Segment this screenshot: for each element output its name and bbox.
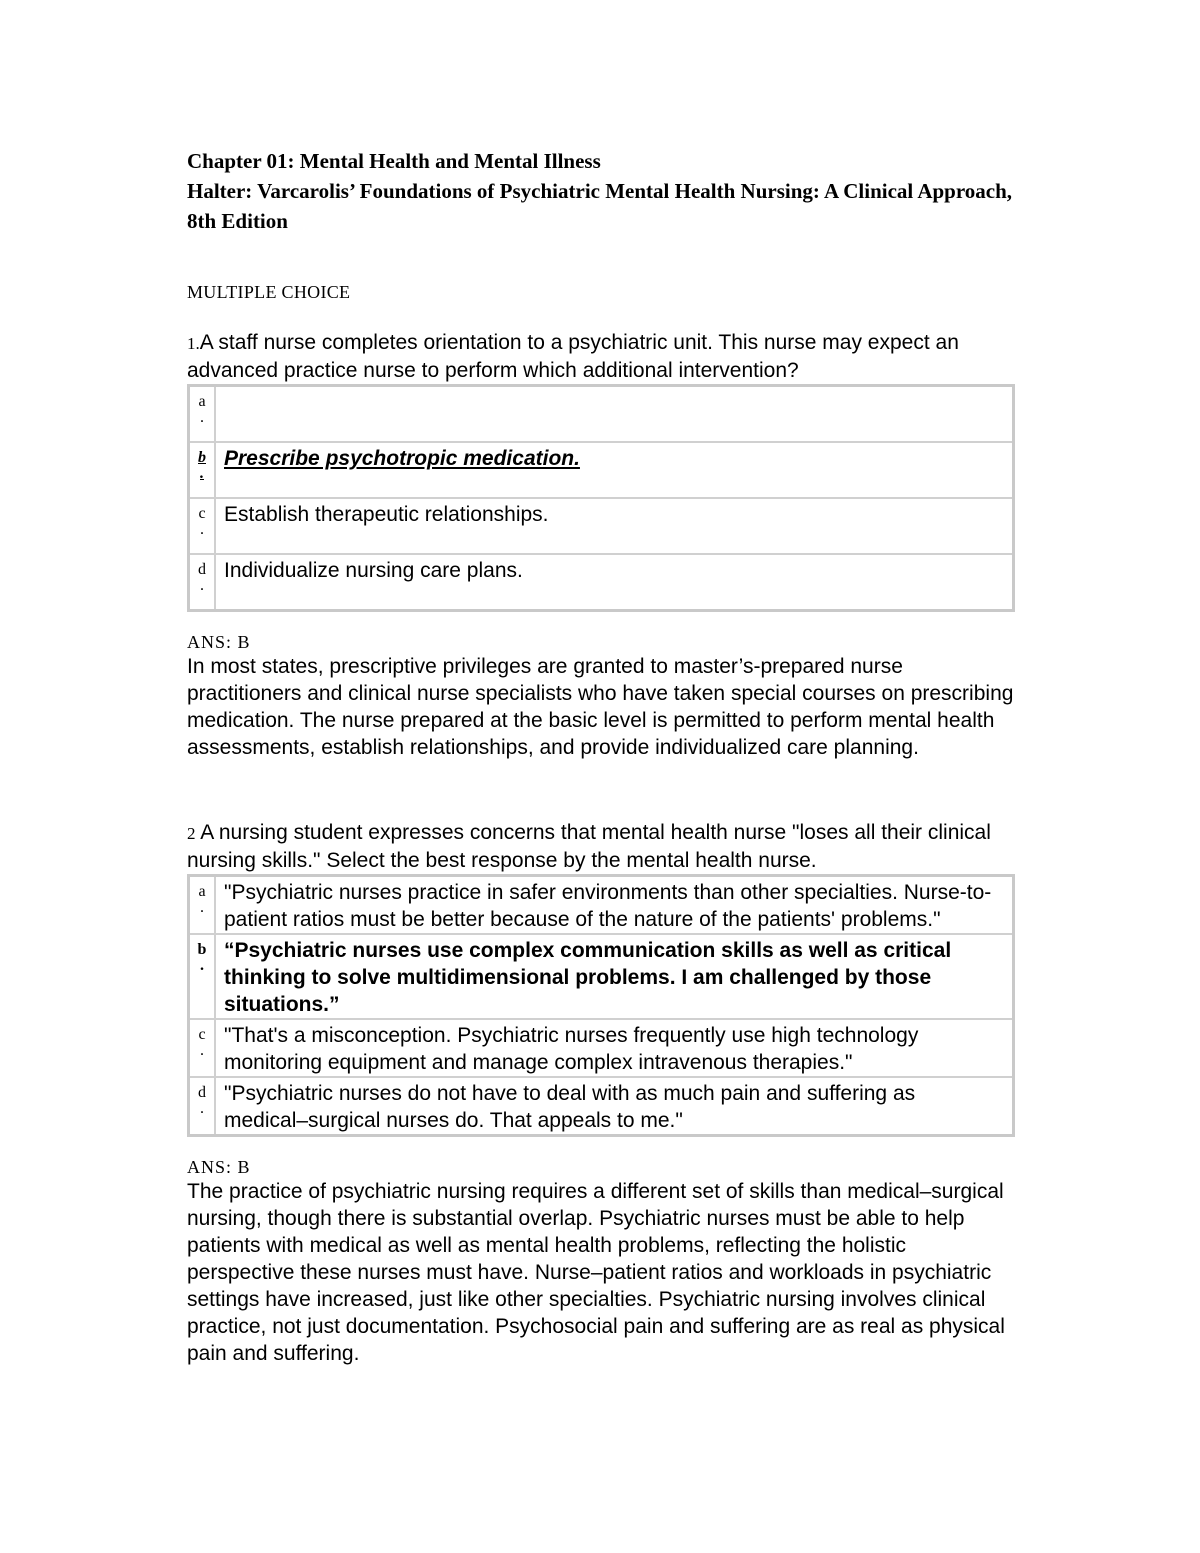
question-number: 1. [187,334,200,353]
answer-label: ANS: B [187,1157,251,1177]
option-letter: a . [189,876,216,935]
option-text: Individualize nursing care plans. [215,554,1014,611]
option-row [189,1019,1014,1077]
option-letter: b . [189,934,216,1019]
option-text: "Psychiatric nurses practice in safer environments than other specialties. Nurse-to-patient ratios must be better because of the nature of the patients' problems." [215,876,1014,935]
option-row [189,498,1014,554]
option-row-correct [189,934,1014,1019]
question-stem: A staff nurse completes orientation to a psychiatric unit. This nurse may expect an advanced practice nurse to perform which additional intervention? [187,331,959,382]
option-text: Establish therapeutic relationships. [215,498,1014,554]
option-text: Prescribe psychotropic medication. [215,442,1014,498]
rationale-text: The practice of psychiatric nursing requires a different set of skills than medical–surgical nursing, though there is substantial overlap. Psychiatric nurses must be able to help patients with medical as well as mental health problems, reflecting the holistic perspective these nurses must have. Nurse–patient ratios and workloads in psychiatric settings have increased, just like other specialties. Psychiatric nursing involves clinical practice, not just documentation. Psychosocial pain and suffering are as real as physical pain and suffering. [187,1180,1005,1365]
answer-label: ANS: B [187,632,251,652]
option-letter: a . [189,386,216,443]
question-stem: A nursing student expresses concerns that mental health nurse "loses all their clinical nursing skills." Select the best response by the mental health nurse. [187,821,991,872]
options-table-2 [187,874,1015,1137]
option-row [189,1077,1014,1136]
question-2 [187,819,1015,874]
document-page [187,146,1015,1367]
section-heading: MULTIPLE CHOICE [187,282,351,302]
option-row [189,554,1014,611]
rationale-text: In most states, prescriptive privileges are granted to master’s-prepared nurse practitioners and clinical nurse specialists who have taken special courses on prescribing medication. The nurse prepared at the basic level is permitted to perform mental health assessments, establish relationships, and provide individualized care planning. [187,655,1014,759]
option-row [189,386,1014,443]
option-letter: b . [189,442,216,498]
option-text [215,386,1014,443]
option-row [189,876,1014,935]
option-letter: c . [189,498,216,554]
option-letter: d . [189,1077,216,1136]
chapter-title: Chapter 01: Mental Health and Mental Illness [187,149,601,173]
option-text: "That's a misconception. Psychiatric nurses frequently use high technology monitoring equipment and manage complex intravenous therapies." [215,1019,1014,1077]
option-text: "Psychiatric nurses do not have to deal with as much pain and suffering as medical–surgical nurses do. That appeals to me." [215,1077,1014,1136]
option-letter: c . [189,1019,216,1077]
option-text: “Psychiatric nurses use complex communication skills as well as critical thinking to solve multidimensional problems. I am challenged by those situations.” [215,934,1014,1019]
question-1 [187,329,1015,384]
options-table-1 [187,384,1015,612]
question-number: 2 [187,824,196,843]
option-row-correct [189,442,1014,498]
option-letter: d . [189,554,216,611]
book-title: Halter: Varcarolis’ Foundations of Psychiatric Mental Health Nursing: A Clinical Approach, 8th Edition [187,179,1013,233]
